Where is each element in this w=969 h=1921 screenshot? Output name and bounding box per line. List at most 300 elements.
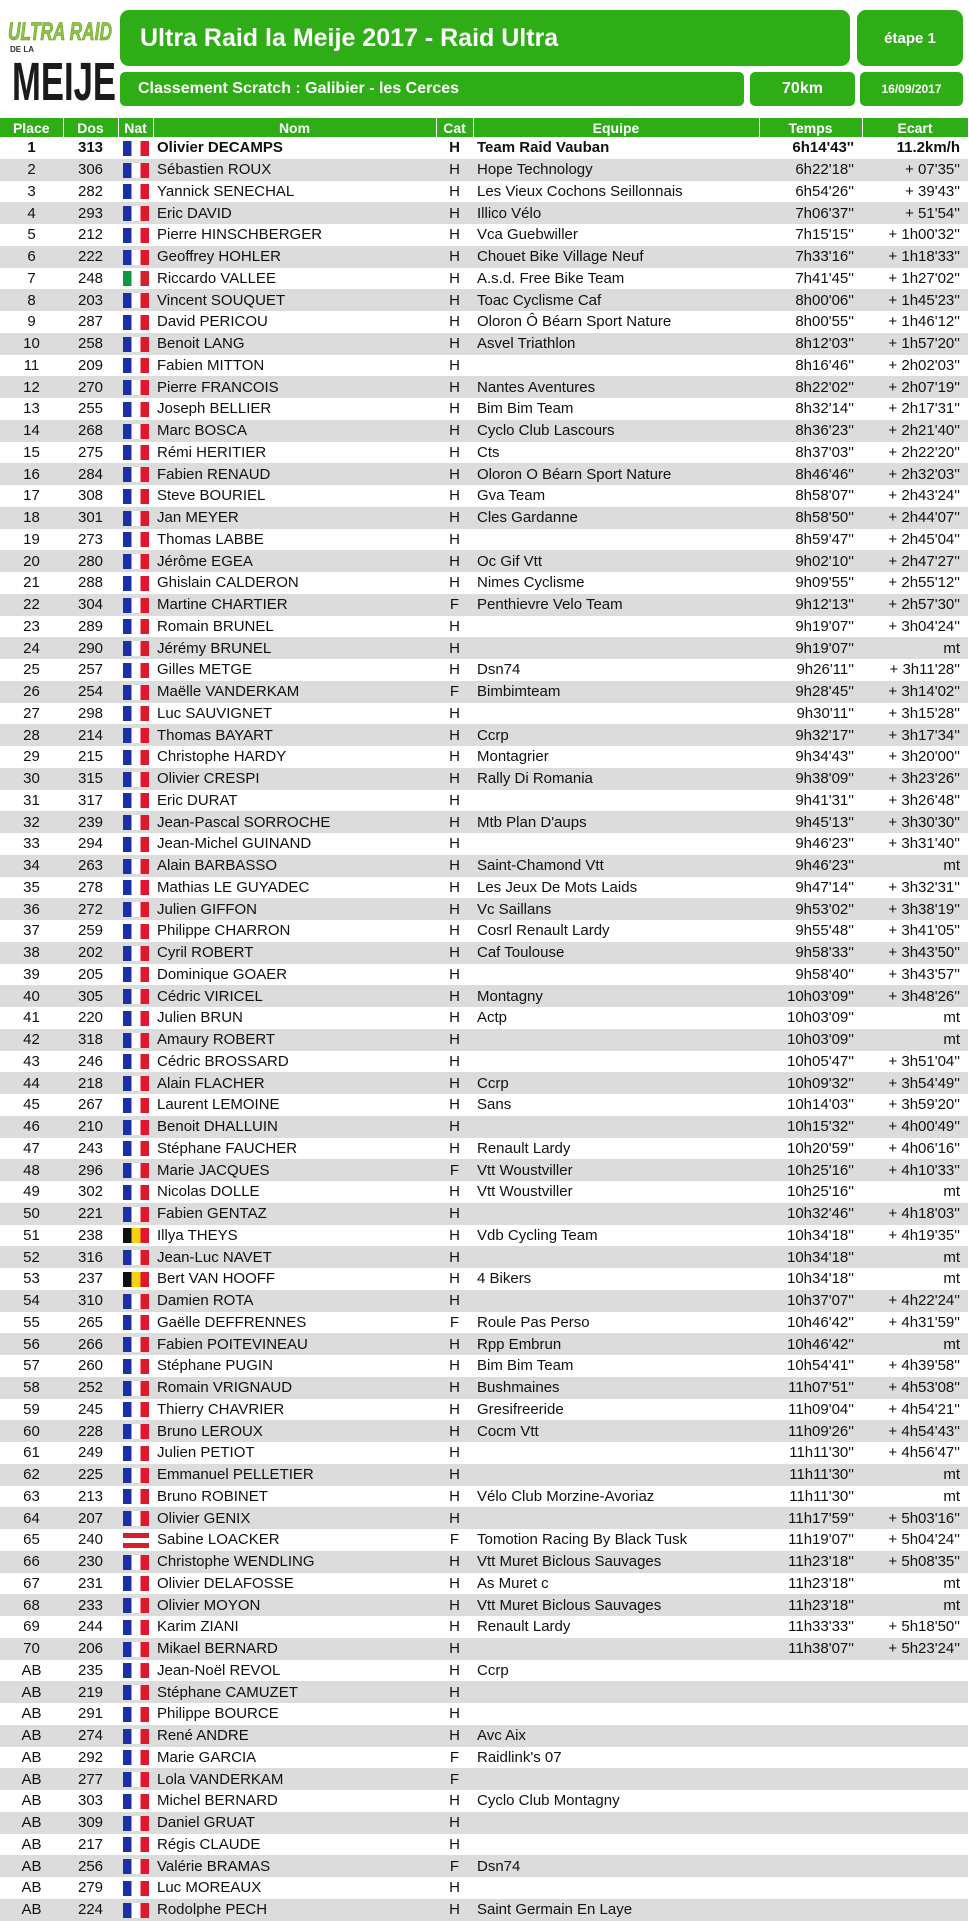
name-cell: Karim ZIANI bbox=[157, 1618, 239, 1636]
team-cell: Toac Cyclisme Caf bbox=[473, 289, 759, 311]
name-cell: Geoffrey HOHLER bbox=[153, 246, 436, 268]
category-cell: F bbox=[436, 594, 473, 616]
table-row bbox=[0, 942, 968, 964]
category-cell: H bbox=[449, 530, 460, 548]
bib-cell: 258 bbox=[63, 333, 118, 355]
table-row bbox=[0, 898, 968, 920]
nationality-cell bbox=[118, 1181, 153, 1203]
bib-cell: 296 bbox=[63, 1159, 118, 1181]
gap-cell: + 51'54'' bbox=[862, 202, 968, 224]
bib-cell: 259 bbox=[77, 922, 104, 940]
category-cell: H bbox=[436, 855, 473, 877]
time-cell: 10h34'18'' bbox=[759, 1246, 862, 1268]
flag-icon bbox=[123, 1294, 149, 1309]
flag-icon bbox=[123, 1903, 149, 1918]
gap-cell: + 07'35'' bbox=[862, 159, 968, 181]
time-cell bbox=[759, 1877, 862, 1899]
table-row bbox=[0, 1116, 968, 1138]
name-cell: Eric DAVID bbox=[153, 202, 436, 224]
category-cell: H bbox=[449, 182, 460, 200]
flag-icon bbox=[123, 1729, 149, 1744]
place-cell: 46 bbox=[0, 1116, 63, 1138]
place-cell: AB bbox=[0, 1725, 63, 1747]
time-cell: 9h45'13'' bbox=[759, 811, 862, 833]
place-cell: 64 bbox=[0, 1507, 63, 1529]
place-cell: 54 bbox=[0, 1290, 63, 1312]
team-cell: Chouet Bike Village Neuf bbox=[473, 246, 759, 268]
time-cell: 8h32'14'' bbox=[795, 400, 854, 418]
flag-icon bbox=[123, 1598, 149, 1613]
table-row bbox=[0, 268, 968, 290]
name-cell: Fabien MITTON bbox=[157, 356, 265, 374]
gap-cell: mt bbox=[862, 855, 968, 877]
time-cell: 10h46'42'' bbox=[759, 1333, 862, 1355]
place-cell: 52 bbox=[0, 1246, 63, 1268]
time-cell: 11h23'18'' bbox=[788, 1574, 854, 1592]
nationality-cell bbox=[118, 376, 153, 398]
gap-cell: + 3h26'48'' bbox=[888, 791, 960, 809]
flag-icon bbox=[123, 554, 149, 569]
place-cell: 70 bbox=[0, 1638, 63, 1660]
category-cell: H bbox=[436, 333, 473, 355]
gap-cell: + 3h54'49'' bbox=[862, 1072, 968, 1094]
name-cell: Thierry CHAVRIER bbox=[157, 1400, 285, 1418]
team-cell: 4 Bikers bbox=[477, 1270, 532, 1288]
flag-icon bbox=[123, 1816, 149, 1831]
time-cell: 8h36'23'' bbox=[759, 420, 862, 442]
team-cell: A.s.d. Free Bike Team bbox=[477, 269, 625, 287]
gap-cell: + 2h07'19'' bbox=[862, 376, 968, 398]
team-cell: Bushmaines bbox=[473, 1377, 759, 1399]
results-body bbox=[0, 137, 968, 1921]
bib-cell: 233 bbox=[63, 1594, 118, 1616]
gap-cell: + 3h51'04'' bbox=[888, 1052, 960, 1070]
category-cell: H bbox=[436, 1072, 473, 1094]
name-cell: René ANDRE bbox=[153, 1725, 436, 1747]
team-cell: Renault Lardy bbox=[477, 1618, 571, 1636]
table-row bbox=[0, 1855, 968, 1877]
bib-cell: 222 bbox=[63, 246, 118, 268]
team-cell: Gresifreeride bbox=[477, 1400, 564, 1418]
nationality-cell bbox=[118, 1312, 153, 1334]
bib-cell: 252 bbox=[63, 1377, 118, 1399]
flag-icon bbox=[123, 1533, 149, 1548]
team-cell bbox=[473, 790, 759, 812]
name-cell: Marc BOSCA bbox=[153, 420, 436, 442]
table-row bbox=[0, 202, 968, 224]
team-cell bbox=[473, 833, 759, 855]
bib-cell: 305 bbox=[63, 985, 118, 1007]
table-row bbox=[0, 1442, 968, 1464]
time-cell: 9h38'09'' bbox=[759, 768, 862, 790]
team-cell: Actp bbox=[477, 1009, 508, 1027]
table-row bbox=[0, 964, 968, 986]
name-cell: Thomas BAYART bbox=[153, 724, 436, 746]
name-cell: David PERICOU bbox=[157, 313, 268, 331]
bib-cell: 219 bbox=[63, 1681, 118, 1703]
table-row bbox=[0, 1790, 968, 1812]
flag-icon bbox=[123, 184, 149, 199]
bib-cell: 284 bbox=[63, 463, 118, 485]
flag-icon bbox=[123, 1207, 149, 1222]
name-cell: Jérôme EGEA bbox=[153, 550, 436, 572]
nationality-cell bbox=[118, 202, 153, 224]
place-cell: 36 bbox=[0, 898, 63, 920]
flag-icon bbox=[123, 1794, 149, 1809]
nationality-cell bbox=[118, 420, 153, 442]
category-cell: H bbox=[436, 811, 473, 833]
table-row bbox=[0, 1681, 968, 1703]
nationality-cell bbox=[118, 1877, 153, 1899]
category-cell: H bbox=[449, 400, 460, 418]
nationality-cell bbox=[118, 246, 153, 268]
table-row bbox=[0, 398, 968, 420]
place-cell: 22 bbox=[0, 594, 63, 616]
time-cell bbox=[759, 1834, 862, 1856]
bib-cell: 203 bbox=[63, 289, 118, 311]
flag-icon bbox=[123, 641, 149, 656]
gap-cell: + 3h38'19'' bbox=[862, 898, 968, 920]
time-cell: 8h00'06'' bbox=[759, 289, 862, 311]
place-cell: 59 bbox=[23, 1400, 40, 1418]
table-row bbox=[0, 1312, 968, 1334]
table-row bbox=[0, 833, 968, 855]
name-cell: Dominique GOAER bbox=[157, 965, 288, 983]
time-cell: 11h17'59'' bbox=[759, 1507, 862, 1529]
nationality-cell bbox=[118, 1442, 153, 1464]
category-cell: F bbox=[449, 1748, 460, 1766]
gap-cell: + 2h21'40'' bbox=[862, 420, 968, 442]
category-cell: H bbox=[449, 1139, 460, 1157]
bib-cell: 237 bbox=[77, 1270, 104, 1288]
place-cell: AB bbox=[0, 1768, 63, 1790]
bib-cell: 257 bbox=[77, 661, 104, 679]
name-cell: Philippe CHARRON bbox=[157, 922, 291, 940]
team-cell bbox=[473, 637, 759, 659]
gap-cell: + 4h19'35'' bbox=[888, 1226, 960, 1244]
nationality-cell bbox=[118, 572, 153, 594]
flag-icon bbox=[123, 141, 149, 156]
team-cell: Montagny bbox=[473, 985, 759, 1007]
nationality-cell bbox=[118, 1290, 153, 1312]
bib-cell: 212 bbox=[77, 226, 104, 244]
distance-text: 70km bbox=[782, 80, 823, 97]
table-row bbox=[0, 1181, 968, 1203]
table-row bbox=[0, 1355, 968, 1377]
bib-cell: 243 bbox=[77, 1139, 104, 1157]
team-cell: Renault Lardy bbox=[477, 1139, 571, 1157]
table-row bbox=[0, 1529, 968, 1551]
gap-cell: + 5h04'24'' bbox=[888, 1531, 960, 1549]
category-cell: H bbox=[449, 661, 460, 679]
category-cell: H bbox=[449, 617, 460, 635]
place-cell: 8 bbox=[0, 289, 63, 311]
place-cell: 1 bbox=[27, 139, 36, 157]
name-cell: Fabien POITEVINEAU bbox=[153, 1333, 436, 1355]
team-cell: Ccrp bbox=[473, 724, 759, 746]
bib-cell: 263 bbox=[63, 855, 118, 877]
place-cell: 26 bbox=[0, 681, 63, 703]
bib-cell: 224 bbox=[63, 1899, 118, 1921]
nationality-cell bbox=[118, 1159, 153, 1181]
category-cell: H bbox=[436, 942, 473, 964]
bib-cell: 277 bbox=[63, 1768, 118, 1790]
time-cell: 10h34'18'' bbox=[787, 1270, 854, 1288]
place-cell: 48 bbox=[0, 1159, 63, 1181]
name-cell: Laurent LEMOINE bbox=[157, 1096, 280, 1114]
gap-cell: + 2h55'12'' bbox=[888, 574, 960, 592]
place-cell: 43 bbox=[23, 1052, 40, 1070]
name-cell: Pierre FRANCOIS bbox=[153, 376, 436, 398]
gap-cell: + 5h03'16'' bbox=[862, 1507, 968, 1529]
gap-cell: mt bbox=[862, 1029, 968, 1051]
nationality-cell bbox=[118, 703, 153, 725]
bib-cell: 248 bbox=[77, 269, 104, 287]
gap-cell: 11.2km/h bbox=[896, 139, 960, 157]
nationality-cell bbox=[118, 268, 153, 290]
bib-cell: 256 bbox=[63, 1855, 118, 1877]
time-cell: 9h41'31'' bbox=[795, 791, 854, 809]
gap-cell bbox=[862, 1877, 968, 1899]
flag-icon bbox=[123, 163, 149, 178]
table-row bbox=[0, 1246, 968, 1268]
table-row bbox=[0, 1399, 968, 1421]
category-cell: H bbox=[449, 1400, 460, 1418]
nationality-cell bbox=[118, 920, 153, 942]
table-row bbox=[0, 1094, 968, 1116]
bib-cell: 303 bbox=[77, 1792, 104, 1810]
table-row bbox=[0, 1899, 968, 1921]
bib-cell: 268 bbox=[63, 420, 118, 442]
nationality-cell bbox=[118, 1333, 153, 1355]
name-cell: Jean-Michel GUINAND bbox=[157, 835, 312, 853]
category-cell: H bbox=[449, 356, 460, 374]
name-cell: Yannick SENECHAL bbox=[157, 182, 295, 200]
name-cell: Olivier DELAFOSSE bbox=[157, 1574, 294, 1592]
place-cell: 61 bbox=[23, 1444, 40, 1462]
place-cell: 41 bbox=[23, 1009, 40, 1027]
nationality-cell bbox=[118, 1094, 153, 1116]
flag-icon bbox=[123, 467, 149, 482]
time-cell: 10h15'32'' bbox=[759, 1116, 862, 1138]
bib-cell: 205 bbox=[77, 965, 104, 983]
gap-cell: + 2h32'03'' bbox=[862, 463, 968, 485]
team-cell bbox=[473, 529, 759, 551]
category-cell: H bbox=[436, 898, 473, 920]
gap-cell bbox=[862, 1725, 968, 1747]
time-cell: 10h03'09'' bbox=[759, 1029, 862, 1051]
flag-icon bbox=[123, 1033, 149, 1048]
place-cell: 4 bbox=[0, 202, 63, 224]
category-cell: H bbox=[436, 202, 473, 224]
time-cell: 10h20'59'' bbox=[787, 1139, 854, 1157]
time-cell: 10h37'07'' bbox=[759, 1290, 862, 1312]
category-cell: H bbox=[436, 376, 473, 398]
flag-icon bbox=[123, 1228, 149, 1243]
place-cell: 69 bbox=[23, 1618, 40, 1636]
category-cell: H bbox=[436, 289, 473, 311]
name-cell: Olivier CRESPI bbox=[153, 768, 436, 790]
category-cell: H bbox=[436, 768, 473, 790]
place-cell: 28 bbox=[0, 724, 63, 746]
team-cell bbox=[473, 1051, 759, 1073]
category-cell: H bbox=[436, 1333, 473, 1355]
name-cell: Marie JACQUES bbox=[153, 1159, 436, 1181]
bib-cell: 278 bbox=[77, 878, 104, 896]
team-cell bbox=[473, 964, 759, 986]
flag-icon bbox=[123, 1250, 149, 1265]
gap-cell bbox=[862, 1790, 968, 1812]
name-cell: Ghislain CALDERON bbox=[157, 574, 299, 592]
stage-text: étape 1 bbox=[884, 29, 936, 47]
name-cell: Valérie BRAMAS bbox=[153, 1855, 436, 1877]
place-cell: 16 bbox=[0, 463, 63, 485]
table-row bbox=[0, 485, 968, 507]
team-cell bbox=[473, 1681, 759, 1703]
col-header-temps: Temps bbox=[759, 118, 862, 137]
nationality-cell bbox=[118, 181, 153, 203]
time-cell bbox=[759, 1703, 862, 1725]
nationality-cell bbox=[118, 463, 153, 485]
name-cell: Steve BOURIEL bbox=[157, 487, 266, 505]
gap-cell: + 3h32'31'' bbox=[888, 878, 960, 896]
nationality-cell bbox=[118, 442, 153, 464]
flag-icon bbox=[123, 1859, 149, 1874]
category-cell: H bbox=[449, 226, 460, 244]
bib-cell: 206 bbox=[63, 1638, 118, 1660]
time-cell: 11h19'07'' bbox=[788, 1531, 854, 1549]
place-cell: 13 bbox=[23, 400, 40, 418]
team-cell bbox=[473, 1703, 759, 1725]
category-cell: H bbox=[449, 748, 460, 766]
nationality-cell bbox=[118, 1834, 153, 1856]
flag-icon bbox=[123, 1315, 149, 1330]
name-cell: Cyril ROBERT bbox=[153, 942, 436, 964]
place-cell: 49 bbox=[23, 1183, 40, 1201]
table-row bbox=[0, 376, 968, 398]
table-row bbox=[0, 1268, 968, 1290]
time-cell: 9h58'40'' bbox=[795, 965, 854, 983]
place-cell: 12 bbox=[0, 376, 63, 398]
flag-icon bbox=[123, 1446, 149, 1461]
category-cell: F bbox=[449, 1531, 460, 1549]
gap-cell: mt bbox=[943, 1487, 960, 1505]
team-cell: Cocm Vtt bbox=[473, 1420, 759, 1442]
time-cell: 9h26'11'' bbox=[796, 661, 854, 679]
place-cell: 33 bbox=[23, 835, 40, 853]
name-cell: Fabien GENTAZ bbox=[153, 1203, 436, 1225]
nationality-cell bbox=[118, 964, 153, 986]
time-cell: 11h11'30'' bbox=[789, 1444, 854, 1462]
table-row bbox=[0, 1007, 968, 1029]
nationality-cell bbox=[118, 1072, 153, 1094]
name-cell: Lola VANDERKAM bbox=[153, 1768, 436, 1790]
place-cell: AB bbox=[21, 1792, 42, 1810]
category-cell: H bbox=[436, 985, 473, 1007]
place-cell: 27 bbox=[23, 704, 40, 722]
nationality-cell bbox=[118, 137, 153, 159]
bib-cell: 254 bbox=[63, 681, 118, 703]
flag-icon bbox=[123, 1424, 149, 1439]
name-cell: Alain FLACHER bbox=[153, 1072, 436, 1094]
gap-cell: + 2h44'07'' bbox=[862, 507, 968, 529]
gap-cell: + 2h22'20'' bbox=[888, 443, 960, 461]
table-row bbox=[0, 1507, 968, 1529]
bib-cell: 318 bbox=[63, 1029, 118, 1051]
time-cell: 11h09'04'' bbox=[788, 1400, 854, 1418]
category-cell: H bbox=[449, 1835, 460, 1853]
table-row bbox=[0, 181, 968, 203]
name-cell: Thomas LABBE bbox=[157, 530, 264, 548]
nationality-cell bbox=[118, 1899, 153, 1921]
flag-icon bbox=[123, 1337, 149, 1352]
name-cell: Maëlle VANDERKAM bbox=[153, 681, 436, 703]
category-cell: H bbox=[449, 1444, 460, 1462]
bib-cell: 291 bbox=[77, 1705, 104, 1723]
flag-icon bbox=[123, 1663, 149, 1678]
gap-cell: + 3h43'50'' bbox=[862, 942, 968, 964]
category-cell: H bbox=[436, 1507, 473, 1529]
nationality-cell bbox=[118, 1225, 153, 1247]
name-cell: Joseph BELLIER bbox=[157, 400, 272, 418]
name-cell: Illya THEYS bbox=[157, 1226, 238, 1244]
table-row bbox=[0, 659, 968, 681]
team-cell: Montagrier bbox=[477, 748, 549, 766]
bib-cell: 313 bbox=[77, 139, 104, 157]
gap-cell bbox=[862, 1899, 968, 1921]
team-cell: Oc Gif Vtt bbox=[473, 550, 759, 572]
gap-cell: + 2h43'24'' bbox=[888, 487, 960, 505]
flag-icon bbox=[123, 1576, 149, 1591]
table-row bbox=[0, 1464, 968, 1486]
team-cell: Hope Technology bbox=[473, 159, 759, 181]
category-cell: H bbox=[449, 1879, 460, 1897]
category-cell: H bbox=[449, 443, 460, 461]
logo-small: DE LA bbox=[10, 45, 34, 54]
gap-cell: mt bbox=[862, 1464, 968, 1486]
table-row bbox=[0, 703, 968, 725]
flag-icon bbox=[123, 924, 149, 939]
name-cell: Eric DURAT bbox=[157, 791, 238, 809]
place-cell: 56 bbox=[0, 1333, 63, 1355]
time-cell: 8h59'47'' bbox=[795, 530, 854, 548]
time-cell: 10h34'18'' bbox=[787, 1226, 854, 1244]
time-cell: 6h14'43'' bbox=[792, 139, 854, 157]
category-cell: H bbox=[436, 420, 473, 442]
flag-icon bbox=[123, 206, 149, 221]
table-row bbox=[0, 594, 968, 616]
table-row bbox=[0, 616, 968, 638]
time-cell: 9h28'45'' bbox=[759, 681, 862, 703]
time-cell bbox=[759, 1660, 862, 1682]
name-cell: Christophe HARDY bbox=[157, 748, 287, 766]
nationality-cell bbox=[118, 311, 153, 333]
nationality-cell bbox=[118, 1486, 153, 1508]
nationality-cell bbox=[118, 1051, 153, 1073]
gap-cell: + 4h31'59'' bbox=[888, 1313, 960, 1331]
name-cell: Romain BRUNEL bbox=[157, 617, 274, 635]
time-cell: 7h15'15'' bbox=[795, 226, 854, 244]
name-cell: Riccardo VALLEE bbox=[157, 269, 276, 287]
time-cell bbox=[759, 1725, 862, 1747]
category-cell: H bbox=[436, 1116, 473, 1138]
name-cell: Bruno ROBINET bbox=[157, 1487, 268, 1505]
flag-icon bbox=[123, 1381, 149, 1396]
time-cell: 11h09'26'' bbox=[759, 1420, 862, 1442]
time-cell: 7h06'37'' bbox=[759, 202, 862, 224]
place-cell: AB bbox=[0, 1812, 63, 1834]
time-cell: 10h14'03'' bbox=[787, 1096, 854, 1114]
